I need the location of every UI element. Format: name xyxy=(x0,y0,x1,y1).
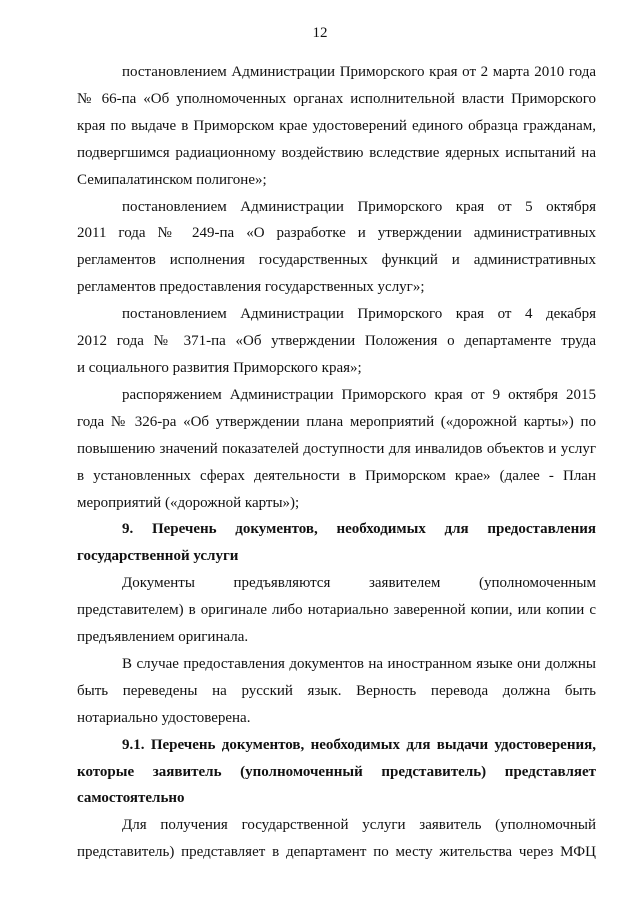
text-line: постановлением Администрации Приморского края от 4 декабря xyxy=(122,306,596,323)
section-heading-9-1 xyxy=(77,732,596,813)
text-line: 2011 года № 249-па «О разработке и утверждении административных xyxy=(77,225,596,242)
text-line: мероприятий («дорожной карты»); xyxy=(77,494,300,511)
heading-line: 9.1. Перечень документов, необходимых для выдачи удостоверения, xyxy=(122,736,596,753)
text-line: нотариально удостоверена. xyxy=(77,709,251,726)
paragraph-resolution-2011 xyxy=(77,194,596,302)
text-line: края по выдаче в Приморском крае удостоверений единого образца гражданам, xyxy=(77,117,596,134)
page-number: 12 xyxy=(312,25,328,41)
text-line: представителем) в оригинале либо нотариально заверенной копии, или копии с xyxy=(77,602,596,619)
text-line: повышению значений показателей доступности для инвалидов объектов и услуг xyxy=(77,440,596,457)
text-line: постановлением Администрации Приморского края от 2 марта 2010 года xyxy=(122,64,596,80)
paragraph-resolution-2010 xyxy=(77,59,596,194)
text-line: регламентов предоставления государственных услуг»; xyxy=(77,279,425,296)
paragraph-order-2015 xyxy=(77,382,596,517)
text-line: Для получения государственной услуги заявитель (уполномочный xyxy=(122,817,596,834)
text-line: регламентов исполнения государственных функций и административных xyxy=(77,252,596,269)
paragraph-resolution-2012 xyxy=(77,301,596,382)
heading-line: 9. Перечень документов, необходимых для предоставления xyxy=(122,521,596,538)
text-line: подвергшимся радиационному воздействию вследствие ядерных испытаний на xyxy=(77,144,596,161)
paragraph-obtaining-service xyxy=(77,812,596,866)
paragraph-documents-presented xyxy=(77,570,596,651)
text-line: года № 326-ра «Об утверждении плана мероприятий («дорожной карты») по xyxy=(77,413,596,430)
text-line: Семипалатинском полигоне»; xyxy=(77,171,267,188)
text-line: в установленных сферах деятельности в Приморском крае» (далее - План xyxy=(77,467,596,484)
heading-line: которые заявитель (уполномоченный представитель) представляет xyxy=(77,763,596,780)
paragraph-foreign-language xyxy=(77,651,596,732)
text-line: Документы предъявляются заявителем (уполномоченным xyxy=(122,575,596,592)
text-line: представитель) представляет в департамент по месту жительства через МФЦ xyxy=(77,844,596,861)
text-line: № 66-па «Об уполномоченных органах исполнительной власти Приморского xyxy=(77,90,596,107)
text-line: распоряжением Администрации Приморского края от 9 октября 2015 xyxy=(122,386,596,403)
heading-line: государственной услуги xyxy=(77,548,239,565)
text-line: 2012 года № 371-па «Об утверждении Положения о департаменте труда xyxy=(77,333,596,350)
text-line: В случае предоставления документов на иностранном языке они должны xyxy=(122,655,596,672)
document-body xyxy=(77,59,596,866)
text-line: предъявлением оригинала. xyxy=(77,629,249,646)
section-heading-9 xyxy=(77,516,596,570)
text-line: и социального развития Приморского края»; xyxy=(77,359,362,376)
heading-line: самостоятельно xyxy=(77,790,185,807)
text-line: быть переведены на русский язык. Верность перевода должна быть xyxy=(77,682,596,699)
text-line: постановлением Администрации Приморского края от 5 октября xyxy=(122,198,596,215)
